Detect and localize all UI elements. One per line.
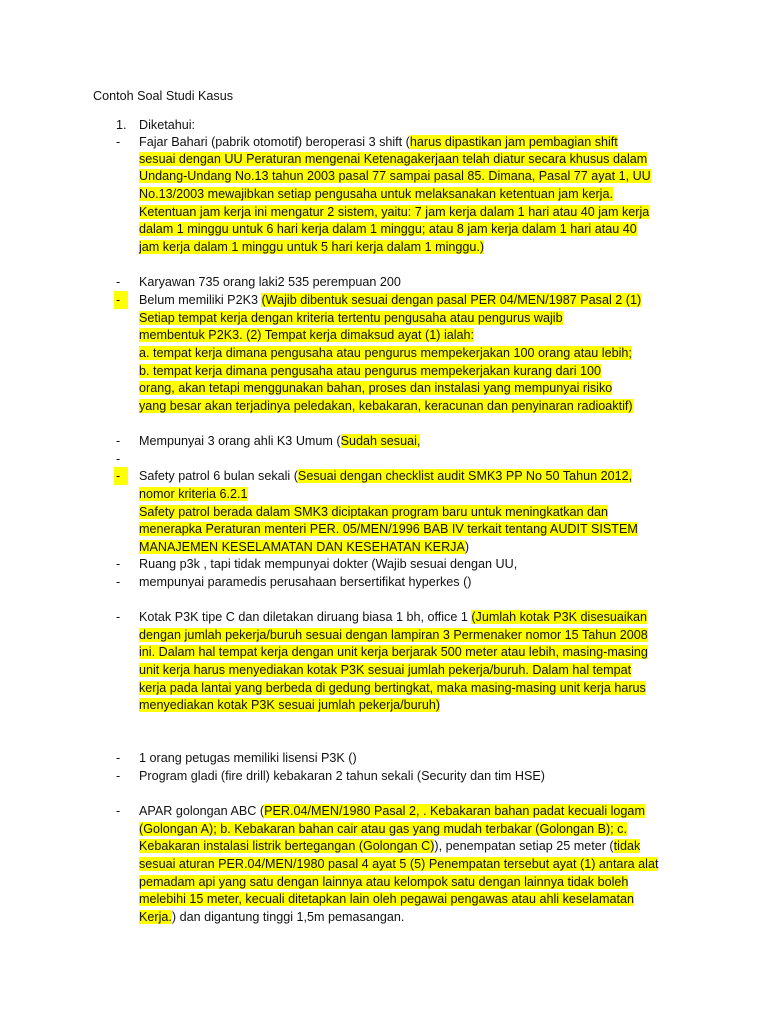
- list-bullet: -: [116, 135, 121, 149]
- text-row: [0, 661, 768, 679]
- plain-text: APAR golongan ABC (: [139, 804, 265, 818]
- text-row: [0, 362, 768, 380]
- text-line: [139, 802, 645, 820]
- highlighted-text: b. tempat kerja dimana pengusaha atau pengurus mempekerjakan kurang dari 100: [139, 364, 602, 378]
- highlighted-text: menerapka Peraturan menteri PER. 05/MEN/1996 BAB IV terkait tentang AUDIT SISTEM: [139, 522, 638, 536]
- plain-text: Safety patrol 6 bulan sekali (: [139, 469, 298, 483]
- text-row: [0, 855, 768, 873]
- text-line: [139, 855, 658, 873]
- list-bullet: -: [116, 804, 121, 818]
- highlighted-text: Kebakaran instalasi listrik bertegangan (Golongan C): [139, 839, 435, 853]
- text-row: [0, 555, 768, 573]
- highlighted-text: kerja pada lantai yang berbeda di gedung bertingkat, maka masing-masing unit kerja harus: [139, 681, 646, 695]
- text-row: [0, 185, 768, 203]
- text-line: [139, 133, 618, 151]
- highlighted-text: pemadam api yang satu dengan lainnya atau kelompok satu dengan lainnya tidak boleh: [139, 875, 629, 889]
- text-line: [139, 749, 357, 767]
- plain-text: Belum memiliki P2K3: [139, 293, 262, 307]
- plain-text: ) dan digantung tinggi 1,5m pemasangan.: [171, 910, 405, 924]
- highlighted-text: Sesuai dengan checklist audit SMK3 PP No 50 Tahun 2012,: [297, 469, 633, 483]
- text-line: [139, 185, 613, 203]
- highlighted-text: PER.04/MEN/1980 Pasal 2, . Kebakaran bahan padat kecuali logam: [264, 804, 645, 818]
- text-row: [0, 167, 768, 185]
- text-line: [139, 555, 517, 573]
- text-row: [0, 873, 768, 891]
- plain-text: Diketahui:: [139, 118, 196, 132]
- text-row: [0, 432, 768, 450]
- list-bullet: -: [116, 769, 121, 783]
- highlighted-text: nomor kriteria 6.2.1: [139, 487, 248, 501]
- text-row: [0, 344, 768, 362]
- text-row: [0, 538, 768, 556]
- plain-text: mempunyai paramedis perusahaan bersertifikat hyperkes (): [139, 575, 472, 589]
- text-row: [0, 450, 768, 468]
- text-line: [139, 661, 631, 679]
- text-line: [139, 820, 627, 838]
- text-row: [0, 203, 768, 221]
- plain-text: Mempunyai 3 orang ahli K3 Umum (: [139, 434, 341, 448]
- highlighted-text: yang besar akan terjadinya peledakan, kebakaran, keracunan dan penyinaran radioaktif): [139, 399, 633, 413]
- text-row: [0, 820, 768, 838]
- text-line: [139, 837, 640, 855]
- text-line: [139, 397, 633, 415]
- text-line: [139, 520, 638, 538]
- text-line: [139, 291, 641, 309]
- text-line: [139, 344, 632, 362]
- highlighted-text: orang, akan tetapi menggunakan bahan, proses dan instalasi yang mempunyai risiko: [139, 381, 613, 395]
- plain-text: Fajar Bahari (pabrik otomotif) beroperasi 3 shift (: [139, 135, 410, 149]
- text-line: [139, 467, 632, 485]
- list-bullet: -: [116, 557, 121, 571]
- highlighted-text: MANAJEMEN KESELAMATAN DAN KESEHATAN KERJA: [139, 540, 465, 554]
- list-number: 1.: [116, 118, 127, 132]
- highlighted-text: ini. Dalam hal tempat kerja dengan unit kerja berjarak 500 meter atau lebih, masing-masing: [139, 645, 648, 659]
- plain-text: Program gladi (fire drill) kebakaran 2 tahun sekali (Security dan tim HSE): [139, 769, 545, 783]
- text-line: [139, 203, 649, 221]
- plain-text: Kotak P3K tipe C dan diletakan diruang biasa 1 bh, office 1: [139, 610, 472, 624]
- highlighted-text: tidak: [613, 839, 641, 853]
- text-line: [139, 573, 472, 591]
- highlighted-text: membentuk P2K3. (2) Tempat kerja dimaksud ayat (1) ialah:: [139, 328, 475, 342]
- highlighted-text: No.13/2003 mewajibkan setiap pengusaha untuk melaksanakan ketentuan jam kerja.: [139, 187, 613, 201]
- text-row: [0, 133, 768, 151]
- text-line: [139, 150, 647, 168]
- text-row: [0, 273, 768, 291]
- text-row: [0, 220, 768, 238]
- list-bullet: -: [114, 291, 128, 309]
- text-line: [139, 167, 651, 185]
- text-line: [139, 485, 248, 503]
- text-line: [139, 220, 637, 238]
- text-row: [0, 291, 768, 309]
- plain-text: 1 orang petugas memiliki lisensi P3K (): [139, 751, 357, 765]
- highlighted-text: sesuai dengan UU Peraturan mengenai Ketenagakerjaan telah diatur secara khusus dalam: [139, 152, 648, 166]
- text-row: [0, 749, 768, 767]
- text-row: [0, 379, 768, 397]
- text-row: [0, 679, 768, 697]
- list-bullet: -: [116, 452, 121, 466]
- text-line: [139, 379, 612, 397]
- text-line: [139, 116, 195, 134]
- highlighted-text: dalam 1 minggu untuk 6 hari kerja dalam 1 minggu; atau 8 jam kerja dalam 1 hari atau 40: [139, 222, 637, 236]
- text-row: [0, 767, 768, 785]
- text-row: [0, 643, 768, 661]
- plain-text: ): [464, 540, 470, 554]
- highlighted-text: Sudah sesuai,: [340, 434, 421, 448]
- text-row: [0, 485, 768, 503]
- text-line: [139, 679, 646, 697]
- text-row: [0, 326, 768, 344]
- text-row: [0, 309, 768, 327]
- text-row: [0, 696, 768, 714]
- highlighted-text: harus dipastikan jam pembagian shift: [409, 135, 618, 149]
- highlighted-text: Safety patrol berada dalam SMK3 diciptakan program baru untuk meningkatkan dan: [139, 505, 609, 519]
- text-line: [139, 696, 440, 714]
- list-bullet: -: [114, 467, 128, 485]
- highlighted-text: (Golongan A); b. Kebakaran bahan cair atau gas yang mudah terbakar (Golongan B); c.: [139, 822, 627, 836]
- text-row: [0, 520, 768, 538]
- text-row: [0, 397, 768, 415]
- text-line: [139, 643, 648, 661]
- text-row: [0, 608, 768, 626]
- text-line: [139, 608, 647, 626]
- text-line: [139, 626, 648, 644]
- text-line: [139, 890, 634, 908]
- highlighted-text: Ketentuan jam kerja ini mengatur 2 sistem, yaitu: 7 jam kerja dalam 1 hari atau 40 jam kerja: [139, 205, 650, 219]
- plain-text: Karyawan 735 orang laki2 535 perempuan 200: [139, 275, 401, 289]
- text-row: [0, 150, 768, 168]
- text-line: [139, 432, 420, 450]
- text-row: [0, 238, 768, 256]
- text-row: [0, 573, 768, 591]
- text-row: [0, 503, 768, 521]
- text-row: [0, 116, 768, 134]
- highlighted-text: dengan jumlah pekerja/buruh sesuai dengan lampiran 3 Permenaker nomor 15 Tahun 2008: [139, 628, 648, 642]
- text-line: [139, 273, 401, 291]
- list-bullet: -: [116, 751, 121, 765]
- text-line: [139, 503, 608, 521]
- document-title: Contoh Soal Studi Kasus: [93, 89, 234, 103]
- highlighted-text: sesuai aturan PER.04/MEN/1980 pasal 4 ayat 5 (5) Penempatan tersebut ayat (1) antara alat: [139, 857, 659, 871]
- text-line: [139, 908, 404, 926]
- highlighted-text: melebihi 15 meter, kecuali ditetapkan lain oleh pegawai pengawas atau ahli keselamatan: [139, 892, 634, 906]
- text-line: [139, 362, 601, 380]
- highlighted-text: Undang-Undang No.13 tahun 2003 pasal 77 sampai pasal 85. Dimana, Pasal 77 ayat 1, UU: [139, 169, 651, 183]
- plain-text: ), penempatan setiap 25 meter (: [434, 839, 614, 853]
- list-bullet: -: [116, 610, 121, 624]
- text-row: [0, 890, 768, 908]
- highlighted-text: unit kerja harus menyediakan kotak P3K sesuai jumlah pekerja/buruh. Dalam hal tempat: [139, 663, 632, 677]
- highlighted-text: Kerja.: [139, 910, 172, 924]
- text-line: [139, 238, 484, 256]
- plain-text: Ruang p3k , tapi tidak mempunyai dokter (Wajib sesuai dengan UU,: [139, 557, 518, 571]
- highlighted-text: jam kerja dalam 1 minggu untuk 5 hari kerja dalam 1 minggu.): [139, 240, 485, 254]
- highlighted-text: (Wajib dibentuk sesuai dengan pasal PER 04/MEN/1987 Pasal 2 (1): [261, 293, 642, 307]
- list-bullet: -: [116, 434, 121, 448]
- text-row: [0, 467, 768, 485]
- text-line: [139, 767, 545, 785]
- list-bullet: -: [116, 575, 121, 589]
- list-bullet: -: [116, 275, 121, 289]
- text-line: [139, 309, 563, 327]
- text-row: [0, 837, 768, 855]
- text-row: [0, 626, 768, 644]
- highlighted-text: a. tempat kerja dimana pengusaha atau pengurus mempekerjakan 100 orang atau lebih;: [139, 346, 632, 360]
- text-row: [0, 802, 768, 820]
- text-line: [139, 873, 628, 891]
- text-line: [139, 538, 469, 556]
- highlighted-text: Setiap tempat kerja dengan kriteria tertentu pengusaha atau pengurus wajib: [139, 311, 563, 325]
- highlighted-text: menyediakan kotak P3K sesuai jumlah pekerja/buruh): [139, 698, 441, 712]
- text-row: [0, 908, 768, 926]
- highlighted-text: (Jumlah kotak P3K disesuaikan: [471, 610, 648, 624]
- text-line: [139, 326, 474, 344]
